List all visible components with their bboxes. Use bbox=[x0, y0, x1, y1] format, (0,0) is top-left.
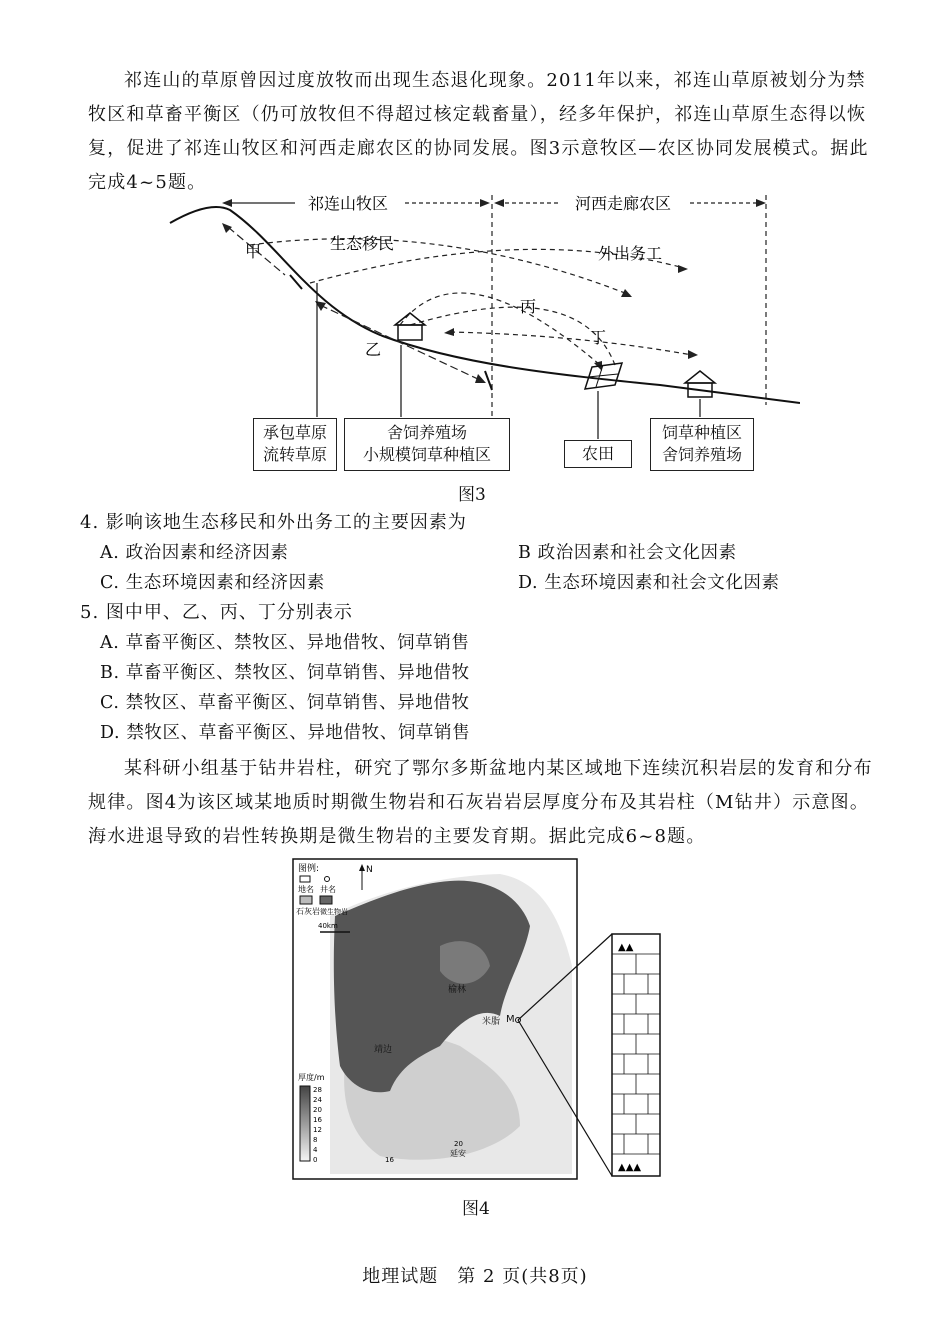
box-feedlot-forage bbox=[344, 418, 510, 471]
box-contract-grassland bbox=[253, 418, 337, 471]
page-footer: 地理试题 第 2 页(共8页) bbox=[362, 1266, 588, 1287]
house-icon-right bbox=[685, 371, 715, 397]
question-4-stem: 4. 影响该地生态移民和外出务工的主要因素为 bbox=[80, 512, 467, 533]
legend-microbial: 微生物岩 bbox=[320, 908, 348, 916]
q5-option-d: D. 禁牧区、草畜平衡区、异地借牧、饲草销售 bbox=[100, 723, 471, 743]
city-yulin: 榆林 bbox=[448, 985, 467, 995]
box-forage-feedlot bbox=[650, 418, 754, 471]
label-ding: 丁 bbox=[590, 328, 607, 347]
q4-option-b: B 政治因素和社会文化因素 bbox=[518, 543, 737, 563]
q5-option-b: B. 草畜平衡区、禁牧区、饲草销售、异地借牧 bbox=[100, 663, 470, 683]
box4-line2: 舍饲养殖场 bbox=[661, 445, 742, 464]
well-m-label: M bbox=[506, 1014, 515, 1025]
arrow-work-label: 外出务工 bbox=[598, 244, 663, 263]
figure-4-map bbox=[290, 856, 675, 1186]
farmland-icon bbox=[585, 363, 622, 389]
box2-line2: 小规模饲草种植区 bbox=[362, 445, 491, 464]
tick-12: 12 bbox=[313, 1126, 322, 1134]
label-bing: 丙 bbox=[520, 297, 537, 316]
north-label: N bbox=[366, 865, 373, 875]
arrow-eco-label: 生态移民 bbox=[330, 234, 395, 253]
q5-option-a: A. 草畜平衡区、禁牧区、异地借牧、饲草销售 bbox=[100, 633, 470, 653]
q4-option-c: C. 生态环境因素和经济因素 bbox=[100, 573, 325, 593]
figure-3-caption: 图3 bbox=[458, 485, 486, 505]
city-mizhi: 米脂 bbox=[482, 1017, 501, 1027]
svg-text:▲▲▲: ▲▲▲ bbox=[618, 1162, 642, 1173]
tick-8: 8 bbox=[313, 1136, 318, 1144]
figure-4-caption: 图4 bbox=[462, 1199, 490, 1219]
tick-28: 28 bbox=[313, 1086, 322, 1094]
label-jia: 甲 bbox=[245, 242, 262, 261]
contour-16: 16 bbox=[385, 1156, 394, 1164]
legend-limestone: 石灰岩 bbox=[296, 907, 320, 916]
tick-20: 20 bbox=[313, 1106, 322, 1114]
city-yanan: 延安 bbox=[450, 1149, 466, 1158]
box4-line1: 饲草种植区 bbox=[661, 423, 742, 442]
passage-1: 祁连山的草原曾因过度放牧而出现生态退化现象。2011年以来，祁连山草原被划分为禁牧区和草畜平衡区（仍可放牧但不得超过核定载畜量），经多年保护，祁连山草原生态得以恢复，促进了祁连山牧区和河西走廊农区的协同发展。图3示意牧区—农区协同发展模式。据此完成4~5题。 bbox=[88, 70, 869, 193]
tick-16: 16 bbox=[313, 1116, 322, 1124]
legend-place: 地名 bbox=[298, 885, 314, 894]
contour-20: 20 bbox=[454, 1140, 463, 1148]
house-icon-left bbox=[395, 313, 425, 340]
box2-line1: 舍饲养殖场 bbox=[386, 423, 467, 442]
box1-line2: 流转草原 bbox=[262, 445, 327, 464]
region-right-label: 河西走廊农区 bbox=[575, 194, 672, 213]
label-yi: 乙 bbox=[365, 340, 382, 359]
scale-label: 40km bbox=[318, 922, 338, 930]
city-jingbian: 靖边 bbox=[374, 1045, 393, 1055]
q5-option-c: C. 禁牧区、草畜平衡区、饲草销售、异地借牧 bbox=[100, 693, 470, 713]
svg-text:▲▲: ▲▲ bbox=[618, 942, 634, 953]
region-left-label: 祁连山牧区 bbox=[308, 194, 389, 213]
tick-4: 4 bbox=[313, 1146, 318, 1154]
box1-line1: 承包草原 bbox=[262, 423, 327, 442]
legend-title: 图例: bbox=[298, 864, 320, 874]
q4-option-d: D. 生态环境因素和社会文化因素 bbox=[518, 573, 780, 593]
q4-option-a: A. 政治因素和经济因素 bbox=[100, 543, 289, 563]
question-5-stem: 5. 图中甲、乙、丙、丁分别表示 bbox=[80, 602, 353, 623]
tick-0: 0 bbox=[313, 1156, 318, 1164]
legend-well: 井名 bbox=[320, 885, 336, 894]
passage-2: 某科研小组基于钻井岩柱，研究了鄂尔多斯盆地内某区域地下连续沉积岩层的发育和分布规律。图4为该区域某地质时期微生物岩和石灰岩岩层厚度分布及其岩柱（M钻井）示意图。海水进退导致的岩性转换期是微生物岩的主要发育期。据此完成6~8题。 bbox=[88, 758, 873, 847]
tick-24: 24 bbox=[313, 1096, 322, 1104]
box-farmland: 农田 bbox=[564, 440, 632, 468]
thickness-title: 厚度/m bbox=[298, 1073, 325, 1082]
